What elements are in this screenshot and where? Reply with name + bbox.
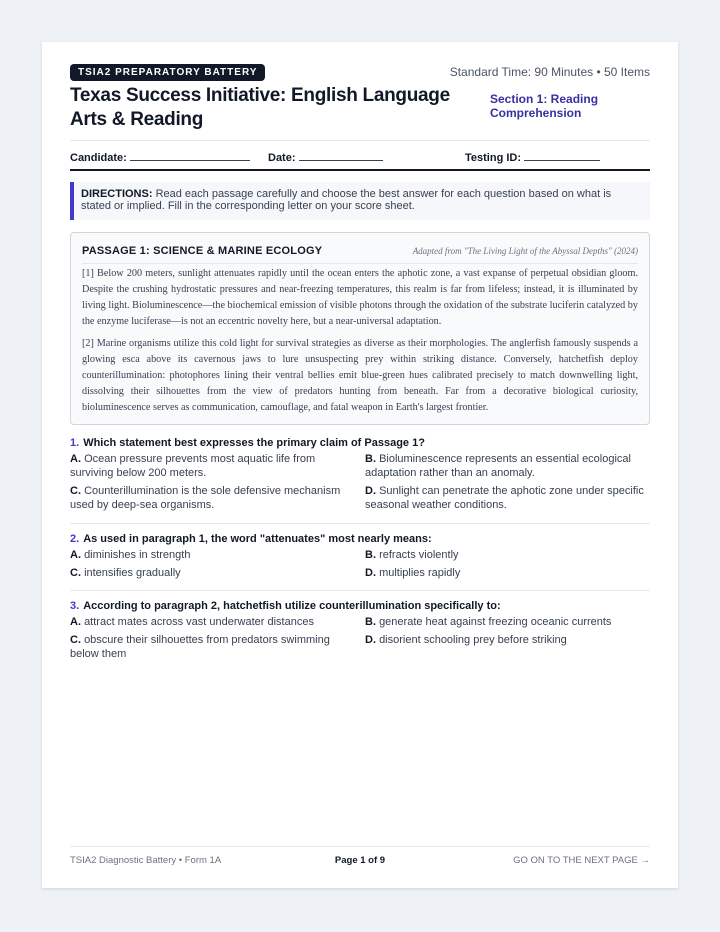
option-letter: C. [70,567,81,579]
question-2 [70,533,650,582]
exam-page [42,42,678,888]
option-c[interactable] [70,484,352,512]
question-divider [70,590,650,591]
question-number: 1. [70,437,80,449]
option-text: Sunlight can penetrate the aphotic zone under specific seasonal weather conditions. [365,485,644,511]
passage-paragraph: [1] Below 200 meters, sunlight attenuates rapidly until the ocean enters the aphotic zone, a vast expanse of perpetual obsidian gloom. Despite the crushing hydrostatic pressures and near-freezing temperatures, this realm is far from lifeless; instead, it is illuminated by living light. Bioluminescence—the biochemical emission of visible photons through the oxidation of the substrate luciferin catalyzed by the enzyme luciferase—is not an eccentric novelty here, but a near-universal adaptation. [82,268,638,327]
candidate-blank[interactable] [130,149,250,161]
option-a[interactable] [70,615,352,629]
option-d[interactable] [365,633,650,647]
question-number: 2. [70,533,80,545]
directions-box [70,182,650,220]
footer-divider [70,846,650,847]
option-letter: B. [365,616,376,628]
date-label: Date: [268,152,296,164]
date-blank[interactable] [299,149,383,161]
passage-header [82,243,638,264]
option-c[interactable] [70,566,352,580]
testing-id-blank[interactable] [524,149,600,161]
option-d[interactable] [365,484,650,512]
question-number: 3. [70,600,80,612]
option-letter: C. [70,634,81,646]
option-letter: C. [70,485,81,497]
passage-title: PASSAGE 1: SCIENCE & MARINE ECOLOGY [82,245,323,257]
testing-id-label: Testing ID: [465,152,522,164]
testing-id-field [465,149,600,164]
question-divider [70,523,650,524]
option-text: intensifies gradually [84,567,181,579]
battery-badge: TSIA2 PREPARATORY BATTERY [70,64,265,81]
option-d[interactable] [365,566,650,580]
passage-body [82,266,638,422]
option-text: multiplies rapidly [379,567,461,579]
section-label: Section 1: Reading Comprehension [490,92,599,120]
option-letter: A. [70,549,81,561]
next-page-note: GO ON TO THE NEXT PAGE → [513,855,650,866]
standard-time: Standard Time: 90 Minutes • 50 Items [449,65,650,79]
option-text: refracts violently [379,549,459,561]
option-text: diminishes in strength [84,549,191,561]
question-1 [70,437,650,516]
passage-box [70,232,650,425]
option-letter: B. [365,453,376,465]
option-text: generate heat against freezing oceanic currents [379,616,612,628]
question-stem [70,533,650,545]
answer-options [70,452,650,516]
directions-label: DIRECTIONS: [81,188,153,200]
question-text: Which statement best expresses the primary claim of Passage 1? [83,437,425,449]
page-number: Page 1 of 9 [334,855,386,866]
option-a[interactable] [70,452,352,480]
answer-options [70,548,650,582]
fields-divider [70,169,650,171]
date-field [268,149,383,164]
option-letter: D. [365,567,376,579]
option-text: Counterillumination is the sole defensive mechanism used by deep-sea organisms. [70,485,341,511]
option-b[interactable] [365,548,650,562]
question-text: As used in paragraph 1, the word "attenuates" most nearly means: [83,533,432,545]
question-text: According to paragraph 2, hatchetfish utilize counterillumination specifically to: [83,600,501,612]
option-b[interactable] [365,615,650,629]
option-text: attract mates across vast underwater distances [84,616,314,628]
option-text: Ocean pressure prevents most aquatic life from surviving below 200 meters. [70,453,316,479]
option-a[interactable] [70,548,352,562]
passage-paragraph: [2] Marine organisms utilize this cold light for survival strategies as diverse as their morphologies. The anglerfish famously suspends a glowing esca above its cavernous jaws to lure unsuspecting prey within striking distance. Conversely, hatchetfish deploy counterillumination: photophores lining their ventral bellies emit blue-green hues calibrated precisely to match downwelling light, dissolving their silhouettes from the view of predators hunting from beneath. Far from a decorative biological curiosity, bioluminescence serves as communication, camouflage, and fatal weapon in Earth's largest frontier. [82,338,638,413]
question-stem [70,437,650,449]
option-letter: D. [365,485,376,497]
candidate-label: Candidate: [70,152,127,164]
option-c[interactable] [70,633,352,661]
option-b[interactable] [365,452,650,480]
page-title: Texas Success Initiative: English Language Arts & Reading [70,85,450,130]
header-divider [70,140,650,141]
question-3 [70,600,650,663]
option-text: obscure their silhouettes from predators swimming below them [70,634,330,660]
option-letter: D. [365,634,376,646]
option-letter: B. [365,549,376,561]
footer-form: TSIA2 Diagnostic Battery • Form 1A [70,855,222,866]
option-text: disorient schooling prey before striking [379,634,567,646]
option-letter: A. [70,453,81,465]
question-stem [70,600,650,612]
candidate-field [70,149,250,164]
option-letter: A. [70,616,81,628]
option-text: Bioluminescence represents an essential ecological adaptation rather than an anomaly. [365,453,631,479]
directions-text: Read each passage carefully and choose the best answer for each question based on what is stated or implied. Fill in the corresponding letter on your score sheet. [81,188,612,212]
passage-source: Adapted from "The Living Light of the Abyssal Depths" (2024) [412,246,638,256]
answer-options [70,615,650,663]
